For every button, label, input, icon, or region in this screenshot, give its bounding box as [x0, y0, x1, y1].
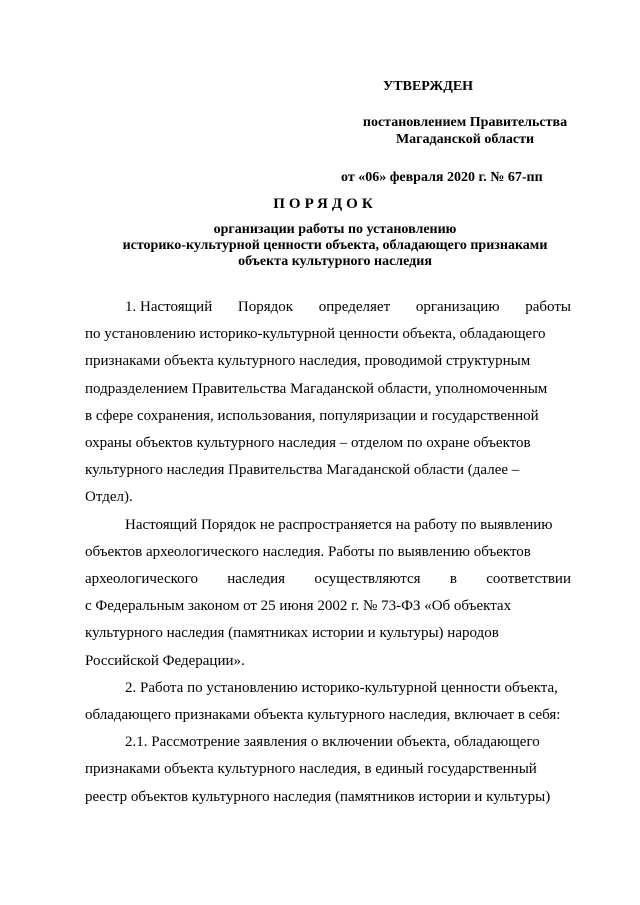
body-line: с Федеральным законом от 25 июня 2002 г. № 73-ФЗ «Об объектах [85, 598, 512, 615]
body-line: подразделением Правительства Магаданской области, уполномоченным [85, 380, 548, 397]
body-word: соответствии [486, 571, 571, 588]
body-line: обладающего признаками объекта культурного наследия, включает в себя: [85, 707, 561, 724]
body-line: объектов археологического наследия. Работы по выявлению объектов [85, 543, 531, 560]
body-line: по установлению историко-культурной ценности объекта, обладающего [85, 326, 546, 343]
body-word: осуществляются [314, 571, 421, 588]
body-line: реестр объектов культурного наследия (памятников истории и культуры) [85, 788, 551, 805]
subtitle-line: организации работы по установлению [213, 222, 457, 237]
approval-block [335, 78, 595, 186]
body-line: в сфере сохранения, использования, популяризации и государственной [85, 407, 539, 424]
approval-basis-line: постановлением Правительства [362, 115, 568, 130]
body-line: культурного наследия (памятниках истории и культуры) народов [85, 625, 499, 642]
subtitle-line: объекта культурного наследия [238, 254, 432, 269]
body-line: признаками объекта культурного наследия, в единый государственный [85, 761, 537, 778]
body-line: 2.1. Рассмотрение заявления о включении объекта, обладающего [125, 734, 540, 751]
body-word: 1. Настоящий [125, 299, 213, 315]
body-word: археологического [85, 571, 198, 588]
body-line: признаками объекта культурного наследия, проводимой структурным [85, 353, 531, 370]
body-paragraph [85, 512, 571, 675]
body-line: Настоящий Порядок не распространяется на работу по выявлению [125, 516, 553, 533]
body-word: определяет [318, 299, 391, 315]
body-line [85, 566, 571, 593]
document-subtitle [90, 222, 580, 270]
body-line: культурного наследия Правительства Магаданской области (далее – [85, 462, 520, 479]
document-body [85, 294, 571, 811]
body-line: Российской Федерации». [85, 652, 245, 669]
body-line: Отдел). [85, 489, 133, 506]
body-word: работы [525, 299, 571, 315]
body-word: организацию [415, 299, 500, 315]
body-word: в [449, 571, 457, 588]
body-paragraph [85, 675, 571, 729]
body-paragraph [85, 294, 571, 512]
approval-basis-line: Магаданской области [395, 132, 535, 147]
body-line: 2. Работа по установлению историко-культурной ценности объекта, [125, 679, 558, 696]
subtitle-line: историко-культурной ценности объекта, обладающего признаками [122, 238, 548, 253]
approval-date: от «06» февраля 2020 г. № 67-пп [341, 170, 543, 185]
body-word: Порядок [237, 299, 294, 315]
document-title: ПОРЯДОК [273, 196, 377, 212]
body-word: наследия [227, 571, 286, 588]
body-paragraph [85, 729, 571, 811]
body-line [85, 294, 571, 321]
approval-basis [335, 114, 595, 148]
approval-heading: УТВЕРЖДЕН [383, 79, 474, 94]
body-line: охраны объектов культурного наследия – отделом по охране объектов [85, 435, 531, 452]
